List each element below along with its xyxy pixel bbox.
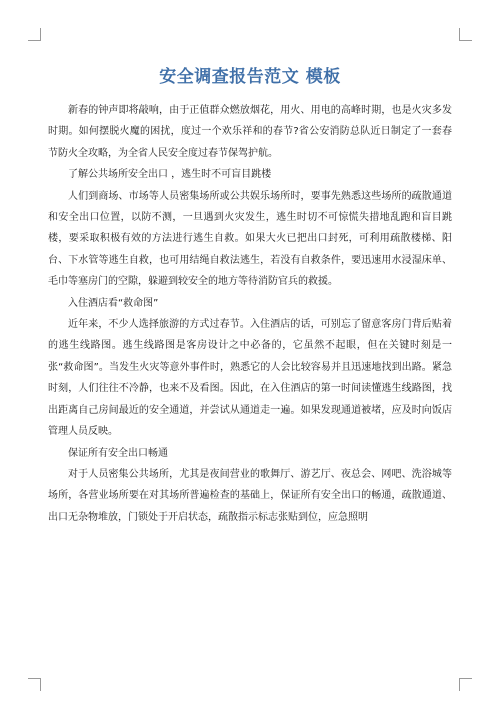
paragraph-unblocked: 对于人员密集公共场所，尤其是夜间营业的歌舞厅、游艺厅、夜总会、网吧、洗浴城等场所，各营业场所要在对其场所普遍检查的基础上，保证所有安全出口的畅通，疏散通道、出口无杂物堆放，门锁处于开启状态，疏散指示标志张贴到位，应急照明 [48, 468, 452, 523]
paragraph-intro: 新春的钟声即将敲响，由于正值群众燃放烟花，用火、用电的高峰时期，也是火灾多发时期。如何摆脱火魔的困扰，度过一个欢乐祥和的春节?省公安消防总队近日制定了一套春节防火全攻略，为全省人民安全度过春节保驾护航。 [48, 105, 452, 159]
section-heading-hotel: 入住酒店看“救命图” [68, 297, 159, 309]
crop-mark-bottom-right [459, 678, 472, 691]
document-body [48, 100, 452, 528]
crop-mark-top-left [28, 28, 41, 41]
document-title: 安全调查报告范文 模板 [159, 67, 341, 87]
section-heading-unblocked: 保证所有安全出口畅通 [68, 447, 168, 459]
paragraph-exits: 人们到商场、市场等人员密集场所或公共娱乐场所时，要事先熟悉这些场所的疏散通道和安全出口位置，以防不测，一旦遇到火灾发生，逃生时切不可惊慌失措地乱跑和盲目跳楼，要采取积极有效的方法进行逃生自救。如果大火已把出口封死，可利用疏散楼梯、阳台、下水管等逃生自救，也可用结绳自救法逃生，若没有自救条件，要迅速用水浸湿床单、毛巾等塞房门的空隙，躲避到较安全的地方等待消防官兵的救援。 [48, 190, 452, 288]
section-heading-exits: 了解公共场所安全出口 ，逃生时不可盲目跳楼 [68, 169, 272, 181]
paragraph-hotel: 近年来，不少人选择旅游的方式过春节。入住酒店的话，可别忘了留意客房门背后贴着的逃生线路图。逃生线路图是客房设计之中必备的，它虽然不起眼，但在关键时刻是一张“救命图”。当发生火灾等意外事件时，熟悉它的人会比较容易并且迅速地找到出路。紧急时刻，人们往往不冷静，也来不及看图。因此，在入住酒店的第一时间读懂逃生线路图，找出距离自己房间最近的安全通道，并尝试从通道走一遍。如果发现通道被堵，应及时向饭店管理人员反映。 [48, 319, 452, 438]
crop-mark-bottom-left [28, 678, 41, 691]
crop-mark-top-right [459, 28, 472, 41]
